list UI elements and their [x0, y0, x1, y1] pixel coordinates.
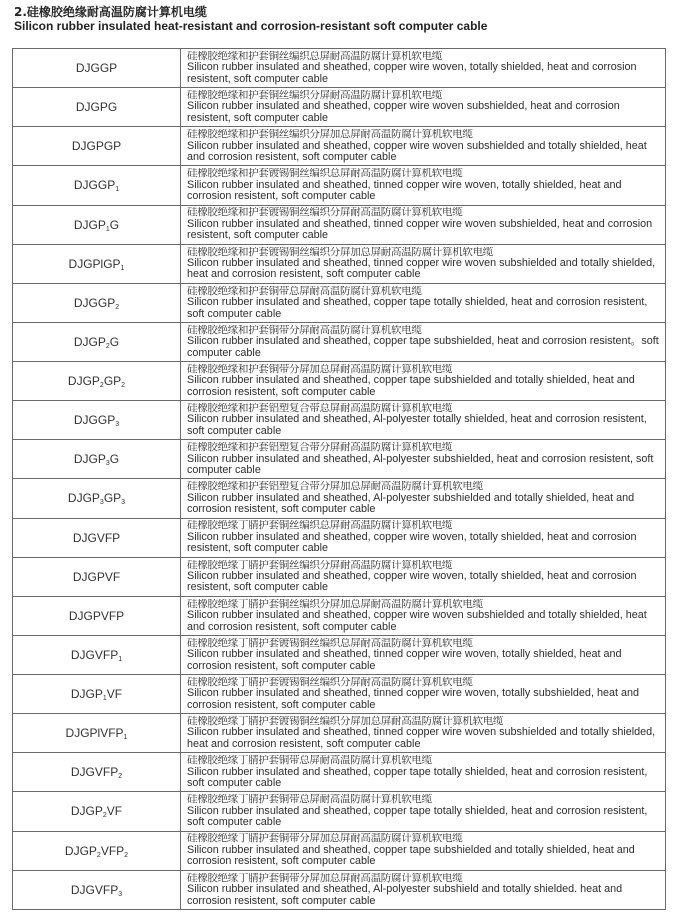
description-cell — [181, 401, 666, 440]
model-cell — [13, 49, 181, 88]
description-cell — [181, 870, 666, 909]
model-cell — [13, 205, 181, 244]
model-subscript: 3 — [105, 460, 110, 468]
table-row — [13, 831, 666, 870]
model-subscript: 3 — [115, 421, 120, 429]
model-code: DJGGP — [75, 61, 118, 76]
description-cn: 硅橡胶绝缘和护套铜带分屏加总屏耐高温防腐计算机软电缆 — [187, 363, 453, 375]
description-en: Silicon rubber insulated and sheathed, copper wire woven subshielded, heat and corrosion resistent, soft computer cable — [187, 100, 620, 124]
description-cell — [181, 518, 666, 557]
table-row — [13, 518, 666, 557]
model-cell — [13, 244, 181, 283]
description-cn: 硅橡胶绝缘丁腈护套铜丝编织分屏加总屏耐高温防腐计算机软电缆 — [187, 598, 483, 610]
description-cell — [181, 479, 666, 518]
description-cell — [181, 792, 666, 831]
model-cell — [13, 127, 181, 166]
description-en: Silicon rubber insulated and sheathed, Al-polyester subshield and totally shielded. heat and corrosion resistent, soft computer cable — [187, 883, 623, 907]
model-code: DJGPGP — [71, 139, 122, 154]
model-cell — [13, 518, 181, 557]
model-subscript-2: 2 — [121, 382, 126, 390]
table-row — [13, 127, 666, 166]
table-row — [13, 440, 666, 479]
model-cell — [13, 362, 181, 401]
model-cell — [13, 596, 181, 635]
description-cn: 硅橡胶绝缘丁腈护套铜带总屏耐高温防腐计算机软电缆 — [187, 794, 432, 806]
model-cell — [13, 831, 181, 870]
model-code: DJGPVFP — [68, 608, 125, 623]
description-cell — [181, 675, 666, 714]
model-subscript: 1 — [120, 264, 125, 272]
model-cell — [13, 635, 181, 674]
description-en: Silicon rubber insulated and sheathed, copper wire woven, totally shielded, heat and corrosion resistent, soft computer cable — [187, 569, 637, 594]
table-row — [13, 166, 666, 205]
table-row — [13, 557, 666, 596]
description-en: Silicon rubber insulated and sheathed, Al-polyester subshielded and totally shielded, heat and corrosion resistent, soft computer cable — [187, 491, 635, 516]
model-subscript: 2 — [96, 851, 101, 859]
description-cn: 硅橡胶绝缘丁腈护套镀锡铜丝编织分屏加总屏耐高温防腐计算机软电缆 — [187, 716, 504, 728]
cable-spec-table — [12, 48, 666, 910]
model-code: DJGP — [67, 374, 100, 389]
model-code: DJGP — [70, 687, 103, 702]
table-row — [13, 49, 666, 88]
model-code-suffix: VF — [106, 687, 123, 702]
model-cell — [13, 166, 181, 205]
description-en: Silicon rubber insulated and sheathed, tinned copper wire woven, totally shielded, heat and corrosion resistent, soft computer cable — [187, 178, 622, 203]
model-code-suffix: G — [109, 452, 120, 467]
table-row — [13, 244, 666, 283]
model-subscript: 2 — [118, 773, 123, 781]
description-cn: 硅橡胶绝缘和护套镀锡铜丝编织分屏耐高温防腐计算机软电缆 — [187, 207, 463, 219]
model-code: DJGP — [73, 334, 106, 349]
model-cell — [13, 675, 181, 714]
description-en: Silicon rubber insulated and sheathed, copper tape totally shielded, heat and corrosion resistent, soft computer cable — [187, 765, 648, 790]
model-code-suffix: VF — [106, 804, 123, 819]
description-cell — [181, 557, 666, 596]
table-row — [13, 362, 666, 401]
section-title-cn: 2.硅橡胶绝缘耐高温防腐计算机电缆 — [14, 5, 207, 19]
description-cn: 硅橡胶绝缘和护套铜带分屏耐高温防腐计算机软电缆 — [187, 324, 422, 336]
model-code-suffix: G — [109, 217, 120, 232]
model-code: DJGVFP — [70, 882, 119, 897]
description-cell — [181, 322, 666, 361]
model-subscript: 3 — [118, 890, 123, 898]
description-en: Silicon rubber insulated and sheathed, tinned copper wire woven subshielded and totally shielded, heat and corrosion resistent, soft computer cable — [187, 256, 656, 281]
description-en: Silicon rubber insulated and sheathed, copper wire woven subshielded and totally shielded, heat and corrosion resistent, soft computer cable — [187, 609, 647, 633]
description-en: Silicon rubber insulated and sheathed, copper wire woven, totally shielded, heat and corrosion resistent, soft computer cable — [187, 61, 637, 85]
description-cn: 硅橡胶绝缘丁腈护套铜带总屏耐高温防腐计算机软电缆 — [187, 755, 432, 767]
description-cn: 硅橡胶绝缘和护套镀锡铜丝编织总屏耐高温防腐计算机软电缆 — [187, 168, 463, 180]
description-cn: 硅橡胶绝缘丁腈护套铜带分屏加总屏耐高温防腐计算机软电缆 — [187, 833, 463, 845]
model-cell — [13, 479, 181, 518]
model-code: DJGGP — [73, 178, 116, 193]
model-code-suffix: GP — [103, 374, 122, 389]
description-en: Silicon rubber insulated and sheathed, copper tape subshielded, heat and corrosion resistent。soft computer cable — [187, 335, 659, 359]
description-en: Silicon rubber insulated and sheathed, tinned copper wire woven subshielded, heat and corrosion resistent, soft computer cable — [187, 217, 653, 242]
model-code: DJGVFP — [70, 765, 119, 780]
description-cn: 硅橡胶绝缘丁腈护套镀锡铜丝编织分屏耐高温防腐计算机软电缆 — [187, 676, 473, 688]
model-subscript: 2 — [105, 342, 110, 350]
model-code: DJGPG — [75, 100, 118, 115]
model-cell — [13, 753, 181, 792]
model-cell — [13, 401, 181, 440]
table-row — [13, 635, 666, 674]
model-code: DJGP — [64, 843, 97, 858]
description-cn: 硅橡胶绝缘丁腈护套铜带分屏加总屏耐高温防腐计算机软电缆 — [187, 872, 463, 884]
description-en: Silicon rubber insulated and sheathed, copper wire woven subshielded and totally shielded, heat and corrosion resistent, soft computer cable — [187, 139, 647, 164]
description-en: Silicon rubber insulated and sheathed, copper tape totally shielded, heat and corrosion resistent, soft computer cable — [187, 804, 648, 829]
table-row — [13, 792, 666, 831]
model-code: DJGP — [73, 217, 106, 232]
model-code: DJGP — [67, 491, 100, 506]
description-cell — [181, 127, 666, 166]
description-en: Silicon rubber insulated and sheathed, tinned copper wire woven subshielded and totally shielded, heat and corrosion resistent, soft computer cable — [187, 726, 656, 750]
model-subscript: 2 — [102, 812, 107, 820]
table-row — [13, 870, 666, 909]
model-code: DJGGP — [73, 413, 116, 428]
description-cell — [181, 596, 666, 635]
model-cell — [13, 557, 181, 596]
description-cn: 硅橡胶绝缘和护套铝塑复合带总屏耐高温防腐计算机软电缆 — [187, 403, 453, 415]
description-cn: 硅橡胶绝缘和护套铜带总屏耐高温防腐计算机软电缆 — [187, 285, 422, 297]
model-subscript: 2 — [115, 303, 120, 311]
description-cell — [181, 283, 666, 322]
description-cell — [181, 205, 666, 244]
description-cell — [181, 362, 666, 401]
table-row — [13, 596, 666, 635]
model-cell — [13, 714, 181, 753]
model-code-suffix: VFP — [100, 843, 125, 858]
table-row — [13, 714, 666, 753]
table-row — [13, 401, 666, 440]
model-code: DJGPVF — [72, 569, 121, 584]
description-en: Silicon rubber insulated and sheathed, copper tape subshielded and totally shielded, heat and corrosion resistent, soft computer cable — [187, 374, 635, 398]
model-subscript: 1 — [115, 186, 120, 194]
model-code: DJGP — [73, 452, 106, 467]
model-subscript: 1 — [102, 695, 107, 703]
description-cn: 硅橡胶绝缘丁腈护套镀锡铜丝编织总屏耐高温防腐计算机软电缆 — [187, 637, 473, 649]
model-code: DJGPlVFP — [65, 726, 124, 741]
model-code-suffix: GP — [103, 491, 122, 506]
description-cell — [181, 88, 666, 127]
model-subscript: 3 — [99, 499, 104, 507]
description-cell — [181, 831, 666, 870]
model-code: DJGVFP — [70, 647, 119, 662]
table-row — [13, 675, 666, 714]
model-cell — [13, 322, 181, 361]
description-cell — [181, 49, 666, 88]
table-row — [13, 205, 666, 244]
description-cell — [181, 166, 666, 205]
model-subscript-2: 3 — [121, 499, 126, 507]
model-code: DJGPlGP — [68, 256, 121, 271]
model-code: DJGVFP — [72, 530, 121, 545]
description-cell — [181, 753, 666, 792]
description-cell — [181, 714, 666, 753]
description-cn: 硅橡胶绝缘丁腈护套铜丝编织总屏耐高温防腐计算机软电缆 — [187, 520, 453, 532]
description-en: Silicon rubber insulated and sheathed, tinned copper wire woven, totally shielded, heat and corrosion resistent, soft computer cable — [187, 648, 622, 672]
model-code: DJGP — [70, 804, 103, 819]
description-en: Silicon rubber insulated and sheathed, Al-polyester subshielded, heat and corrosion resistent, soft computer cable — [187, 452, 654, 477]
model-subscript-2: 2 — [124, 851, 129, 859]
description-en: Silicon rubber insulated and sheathed, Al-polyester totally shielded, heat and corrosion resistent, soft computer cable — [187, 413, 647, 437]
table-row — [13, 88, 666, 127]
description-cell — [181, 635, 666, 674]
description-en: Silicon rubber insulated and sheathed, copper wire woven, totally shielded, heat and corrosion resistent, soft computer cable — [187, 530, 637, 555]
model-cell — [13, 440, 181, 479]
table-row — [13, 479, 666, 518]
description-cn: 硅橡胶绝缘丁腈护套铜丝编织分屏耐高温防腐计算机软电缆 — [187, 559, 453, 571]
model-code: DJGGP — [73, 295, 116, 310]
model-subscript: 1 — [123, 734, 128, 742]
model-cell — [13, 283, 181, 322]
description-en: Silicon rubber insulated and sheathed, copper tape subshielded and totally shielded, heat and corrosion resistent, soft computer cable — [187, 843, 635, 868]
description-cn: 硅橡胶绝缘和护套铝塑复合带分屏加总屏耐高温防腐计算机软电缆 — [187, 481, 483, 493]
description-cn: 硅橡胶绝缘和护套铝塑复合带分屏耐高温防腐计算机软电缆 — [187, 442, 453, 454]
description-en: Silicon rubber insulated and sheathed, copper tape totally shielded, heat and corrosion resistent, soft computer cable — [187, 296, 648, 320]
description-cell — [181, 244, 666, 283]
model-subscript: 1 — [105, 225, 110, 233]
description-cn: 硅橡胶绝缘和护套镀锡铜丝编织分屏加总屏耐高温防腐计算机软电缆 — [187, 246, 493, 258]
description-en: Silicon rubber insulated and sheathed, tinned copper wire woven, totally subshielded, heat and corrosion resistent, soft computer cable — [187, 687, 639, 711]
model-subscript: 2 — [99, 382, 104, 390]
table-row — [13, 322, 666, 361]
cable-spec-table-body — [13, 49, 666, 910]
table-row — [13, 283, 666, 322]
description-cn: 硅橡胶绝缘和护套铜丝编织总屏耐高温防腐计算机软电缆 — [187, 50, 442, 62]
model-subscript: 1 — [118, 655, 123, 663]
model-cell — [13, 88, 181, 127]
section-title-en: Silicon rubber insulated heat-resistant and corrosion-resistant soft computer cable — [14, 19, 488, 33]
table-row — [13, 753, 666, 792]
description-cn: 硅橡胶绝缘和护套铜丝编织分屏加总屏耐高温防腐计算机软电缆 — [187, 129, 473, 141]
description-cn: 硅橡胶绝缘和护套铜丝编织分屏耐高温防腐计算机软电缆 — [187, 90, 442, 102]
model-cell — [13, 870, 181, 909]
model-cell — [13, 792, 181, 831]
model-code-suffix: G — [109, 334, 120, 349]
description-cell — [181, 440, 666, 479]
